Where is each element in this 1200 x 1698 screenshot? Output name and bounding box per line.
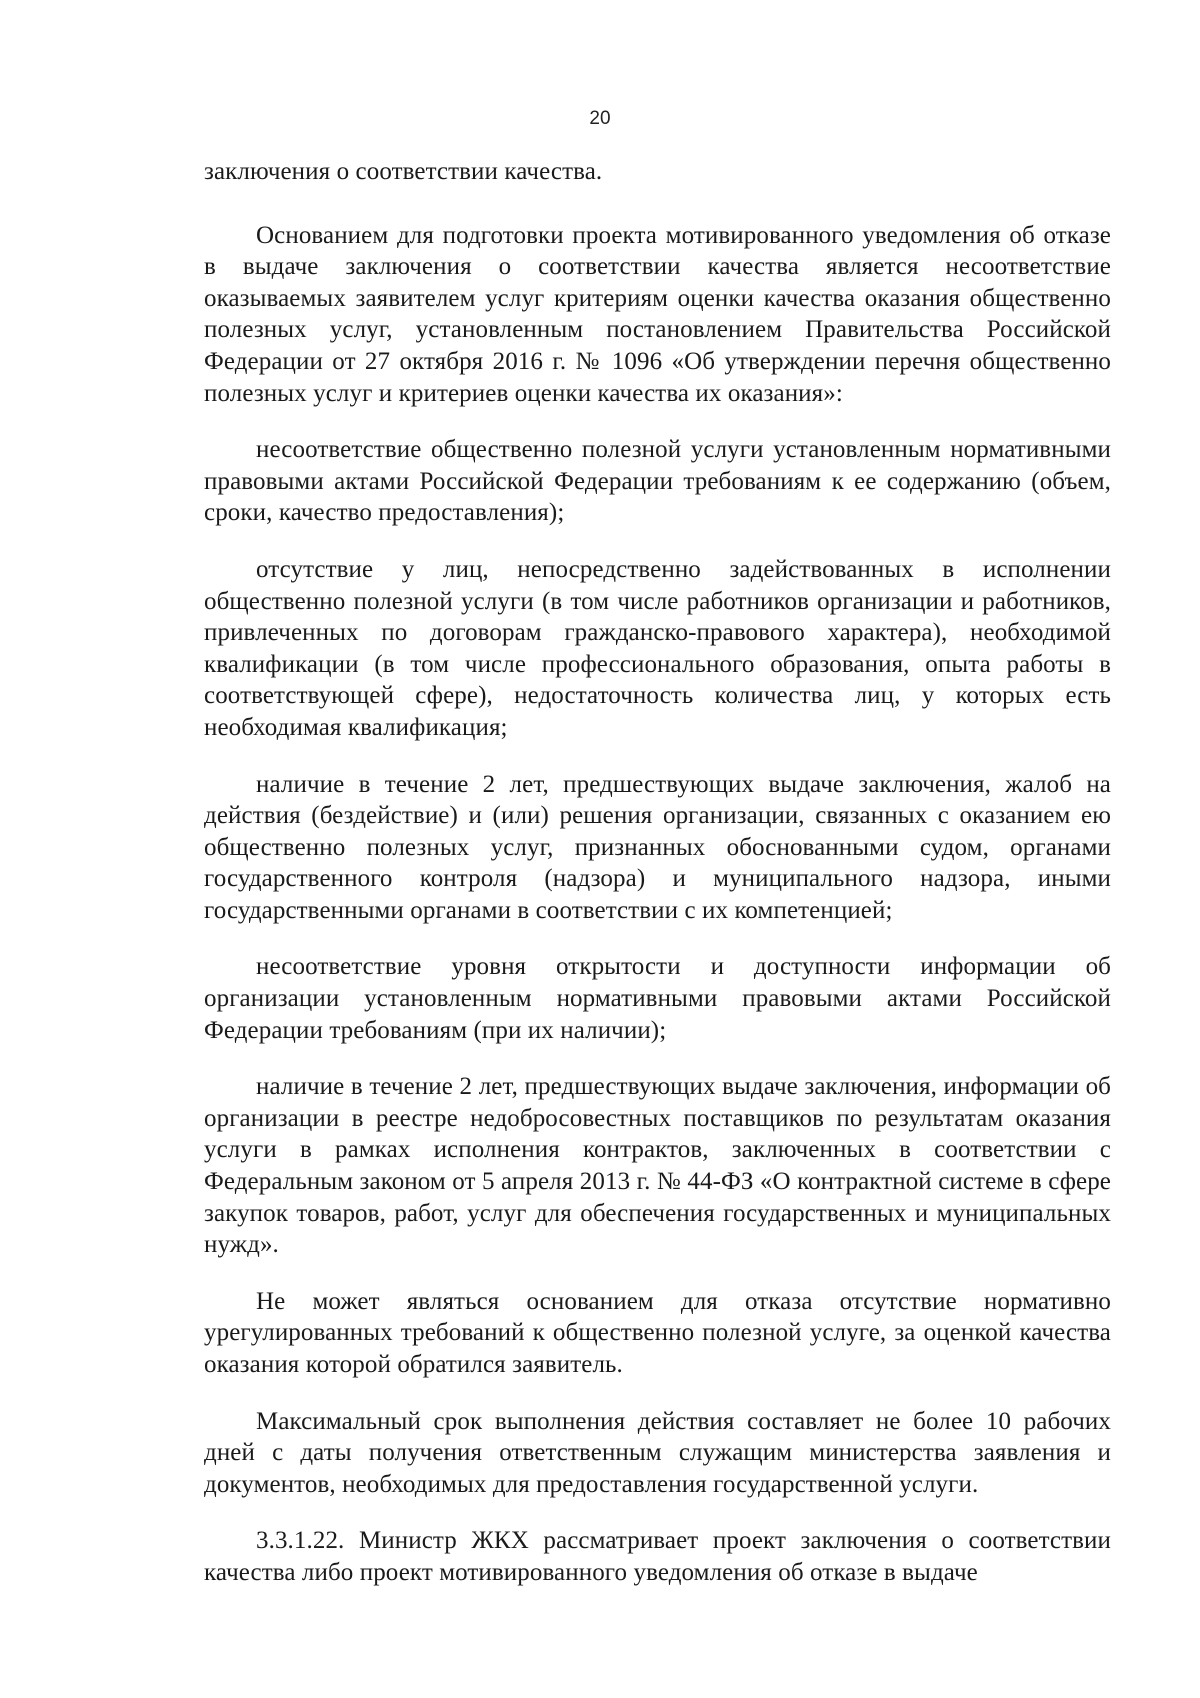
paragraph-criterion-3: наличие в течение 2 лет, предшествующих выдаче заключения, жалоб на действия (бездействие) и (или) решения организации, связанных с оказанием ею общественно полезных услуг, признанных обоснованными судом, органами государственного контроля (надзора) и муниципального надзора, иными государственными органами в соответствии с их компетенцией; xyxy=(204,770,1111,924)
paragraph-criterion-4: несоответствие уровня открытости и доступности информации об организации установленным нормативными правовыми актами Российской Федерации требованиям (при их наличии); xyxy=(204,953,1111,1044)
page-number: 20 xyxy=(589,108,611,129)
paragraph-not-a-basis: Не может являться основанием для отказа отсутствие нормативно урегулированных требований к общественно полезной услуге, за оценкой качества оказания которой обратился заявитель. xyxy=(204,1287,1111,1378)
paragraph-section-3-3-1-22: 3.3.1.22. Министр ЖКХ рассматривает проект заключения о соответствии качества либо проект мотивированного уведомления об отказе в выдаче xyxy=(204,1527,1111,1586)
paragraph-criterion-1: несоответствие общественно полезной услуги установленным нормативными правовыми актами Российской Федерации требованиям к ее содержанию (объем, сроки, качество предоставления); xyxy=(204,436,1111,527)
paragraph-refusal-basis: Основанием для подготовки проекта мотивированного уведомления об отказе в выдаче заключения о соответствии качества является несоответствие оказываемых заявителем услуг критериям оценки качества оказания общественно полезных услуг, установленным постановлением Правительства Российской Федерации от 27 октября 2016 г. № 1096 «Об утверждении перечня общественно полезных услуг и критериев оценки качества их оказания»: xyxy=(204,221,1111,407)
paragraph-continuation: заключения о соответствии качества. xyxy=(204,158,603,185)
document-body xyxy=(204,156,1111,1589)
paragraph-criterion-2: отсутствие у лиц, непосредственно задействованных в исполнении общественно полезной услуги (в том числе работников организации и работников, привлеченных по договорам гражданско-правового характера), необходимой квалификации (в том числе профессионального образования, опыта работы в соответствующей сфере), недостаточность количества лиц, у которых есть необходимая квалификация; xyxy=(204,555,1111,741)
paragraph-max-term: Максимальный срок выполнения действия составляет не более 10 рабочих дней с даты получения ответственным служащим министерства заявления и документов, необходимых для предоставления государственной услуги. xyxy=(204,1407,1111,1498)
paragraph-criterion-5: наличие в течение 2 лет, предшествующих выдаче заключения, информации об организации в реестре недобросовестных поставщиков по результатам оказания услуги в рамках исполнения контрактов, заключенных в соответствии с Федеральным законом от 5 апреля 2013 г. № 44-ФЗ «О контрактной системе в сфере закупок товаров, работ, услуг для обеспечения государственных и муниципальных нужд». xyxy=(204,1073,1111,1259)
